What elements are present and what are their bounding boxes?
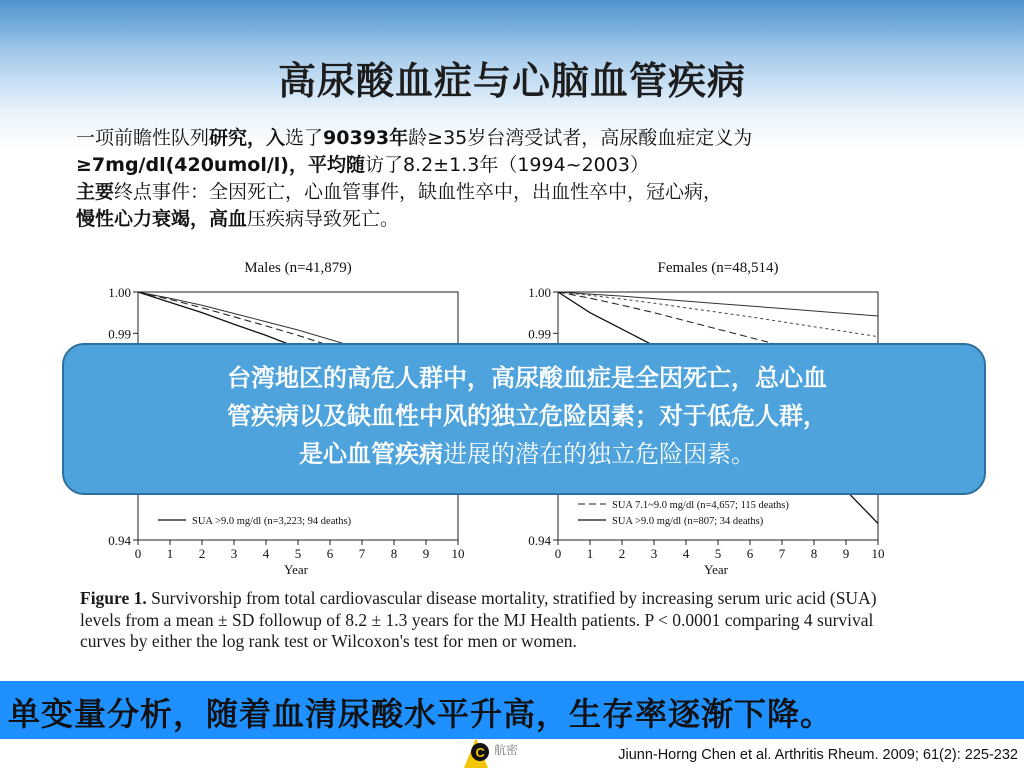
y-tick-label: 1.00	[108, 285, 131, 300]
intro-l2b: 访了8.2±1.3年（1994~2003）	[364, 154, 649, 176]
y-tick-label: 0.94	[108, 533, 131, 548]
x-tick-label: 3	[650, 546, 658, 561]
x-tick-label: 4	[262, 546, 270, 561]
intro-text	[76, 125, 966, 233]
figure-caption-label: Figure 1.	[80, 588, 147, 608]
x-tick-label: 1	[586, 546, 594, 561]
x-tick-label: 0	[554, 546, 562, 561]
chart-title: Males (n=41,879)	[244, 260, 352, 276]
figure-caption-text: Survivorship from total cardiovascular disease mortality, stratified by increasing serum uric acid (SUA) levels from a mean ± SD followup of 8.2 ± 1.3 years for the MJ Health patients. P < 0.0001 comparing 4 survival curves by either the log rank test or Wilcoxon's test for men or women.	[80, 588, 877, 651]
x-tick-label: 8	[390, 546, 398, 561]
x-axis-label: Year	[704, 562, 728, 577]
x-tick-label: 5	[294, 546, 302, 561]
callout-box	[62, 343, 986, 495]
x-tick-label: 10	[871, 546, 885, 561]
x-tick-label: 3	[230, 546, 238, 561]
x-tick-label: 7	[358, 546, 366, 561]
x-tick-label: 8	[810, 546, 818, 561]
conclusion-bar	[0, 681, 1024, 739]
callout-line-3-rest: 进展的潜在的独立危险因素。	[443, 440, 755, 468]
x-tick-label: 6	[746, 546, 754, 561]
x-tick-label: 6	[326, 546, 334, 561]
intro-line-3	[76, 179, 966, 206]
intro-l1b: 研究，入	[209, 127, 286, 149]
legend-entry: SUA 7.1~9.0 mg/dl (n=4,657; 115 deaths)	[612, 500, 789, 511]
x-axis-label: Year	[284, 562, 308, 577]
callout-line-3	[98, 435, 956, 473]
x-tick-label: 9	[422, 546, 430, 561]
intro-l2a: ≥7mg/dl(420umol/l)，平均随	[76, 154, 365, 176]
intro-l3a: 主要	[76, 181, 115, 203]
intro-l4a: 慢性心力衰竭，高血	[76, 208, 248, 230]
logo-icon	[464, 738, 544, 768]
series-line	[558, 292, 878, 337]
intro-l1a: 一项前瞻性队列	[76, 127, 210, 149]
x-tick-label: 7	[778, 546, 786, 561]
intro-l1e: 龄≥35岁台湾受试者，高尿酸血症定义为	[408, 127, 753, 149]
y-tick-label: 0.99	[528, 326, 551, 342]
intro-l4b: 压疾病导致死亡。	[247, 208, 400, 230]
x-tick-label: 2	[198, 546, 206, 561]
intro-line-1	[76, 125, 966, 152]
y-tick-label: 0.94	[528, 533, 551, 548]
intro-l3b: 终点事件：全因死亡，心血管事件，缺血性卒中，出血性卒中，冠心病，	[114, 181, 723, 203]
reference-citation: Jiunn-Horng Chen et al. Arthritis Rheum. 2009; 61(2): 225-232	[618, 747, 1018, 763]
intro-line-2	[76, 152, 966, 179]
logo	[464, 738, 544, 768]
y-tick-label: 1.00	[528, 285, 551, 300]
figure-caption	[80, 588, 892, 653]
x-tick-label: 9	[842, 546, 850, 561]
y-tick-label: 0.99	[108, 326, 131, 342]
x-tick-label: 1	[166, 546, 174, 561]
x-tick-label: 10	[451, 546, 465, 561]
x-tick-label: 0	[134, 546, 142, 561]
callout-line-3-bold: 是心血管疾病	[299, 440, 443, 468]
callout-line-2: 管疾病以及缺血性中风的独立危险因素；对于低危人群，	[227, 402, 827, 430]
svg-text:航密: 航密	[494, 743, 519, 757]
series-line	[558, 292, 878, 316]
legend-entry: SUA >9.0 mg/dl (n=3,223; 94 deaths)	[192, 516, 352, 527]
legend-entry: SUA >9.0 mg/dl (n=807; 34 deaths)	[612, 516, 764, 527]
intro-line-4	[76, 206, 966, 233]
conclusion-text: 单变量分析，随着血清尿酸水平升高，生存率逐渐下降。	[8, 695, 834, 733]
intro-l1c: 选了	[285, 127, 324, 149]
intro-l1d: 90393年	[323, 127, 409, 149]
slide-title: 高尿酸血症与心脑血管疾病	[277, 59, 746, 103]
x-tick-label: 5	[714, 546, 722, 561]
svg-text:C: C	[475, 745, 485, 760]
callout-line-1: 台湾地区的高危人群中，高尿酸血症是全因死亡，总心血	[227, 364, 827, 392]
chart-title: Females (n=48,514)	[657, 260, 779, 276]
x-tick-label: 4	[682, 546, 690, 561]
x-tick-label: 2	[618, 546, 626, 561]
